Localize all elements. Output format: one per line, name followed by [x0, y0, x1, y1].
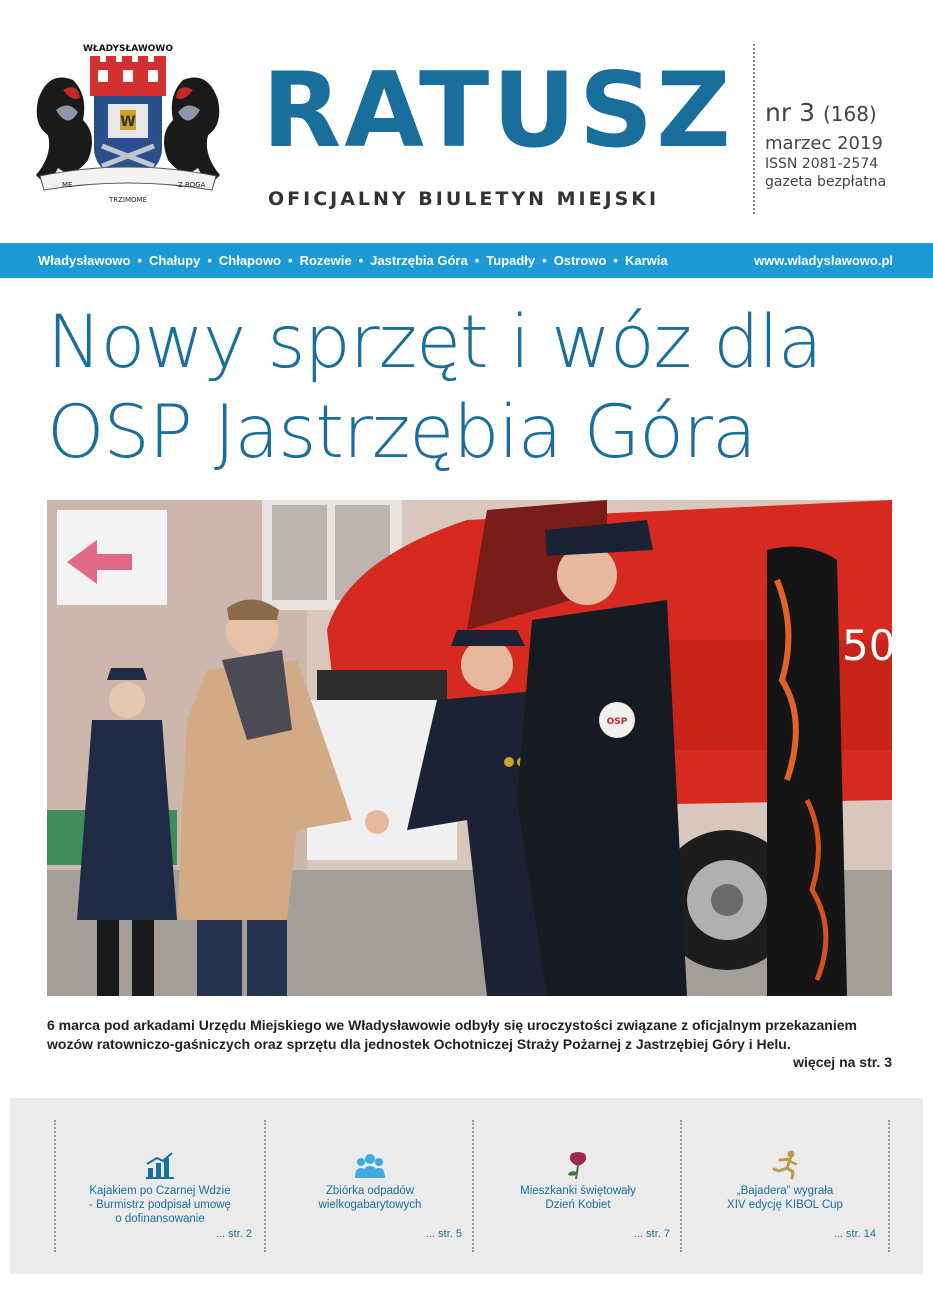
town-item: • Tupadły: [468, 253, 535, 268]
issn: ISSN 2081-2574: [765, 156, 879, 172]
issue-running-number: (168): [822, 102, 877, 126]
teaser-title-line: Kajakiem po Czarnej Wdzie: [89, 1185, 231, 1197]
teaser-title: [64, 1184, 256, 1226]
teaser-title-line: wielkogabarytowych: [318, 1199, 422, 1211]
teaser-title: [274, 1184, 466, 1212]
teaser-item[interactable]: [264, 1120, 474, 1252]
truck-number: 509: [842, 621, 923, 670]
issue-info: [765, 98, 925, 190]
headline: [47, 298, 917, 478]
caption-line-1: 6 marca pod arkadami Urzędu Miejskiego we Władysławowie odbyły się uroczystości związane z oficjalnym przekazaniem: [47, 1017, 857, 1033]
svg-text:W: W: [120, 114, 136, 130]
teaser-title: [482, 1184, 674, 1212]
teaser-page: ... str. 14: [833, 1228, 876, 1240]
teaser-title: [690, 1184, 880, 1212]
town-item: • Rozewie: [281, 253, 352, 268]
main-photo: [47, 500, 923, 996]
photo-caption: [47, 1016, 892, 1054]
crest-motto-1: ME: [62, 181, 73, 189]
people-icon: [355, 1150, 385, 1180]
town-item: • Ostrowo: [535, 253, 606, 268]
newspaper-title: RATUSZ: [262, 51, 734, 171]
teaser-page: ... str. 5: [425, 1228, 462, 1240]
teaser-title-line: - Burmistrz podpisał umowę: [89, 1199, 231, 1211]
crest-town-label: WŁADYSŁAWOWO: [83, 44, 173, 54]
crest-motto-3: Z BOGA: [178, 181, 206, 189]
osp-badge: OSP: [606, 717, 628, 727]
teaser-item[interactable]: [680, 1120, 890, 1252]
towns-bar: [0, 243, 933, 278]
crest-motto-2: TRZIMOMÉ: [108, 196, 148, 204]
teaser-title-line: Dzień Kobiet: [545, 1199, 611, 1211]
ceremony-photo: [47, 500, 923, 996]
crest-icon: [28, 40, 228, 212]
town-item: Władysławowo: [38, 253, 131, 268]
more-link[interactable]: więcej na str. 3: [793, 1054, 892, 1070]
teaser-title-line: Mieszkanki świętowały: [520, 1185, 636, 1197]
teaser-title-line: Zbiórka odpadów: [325, 1185, 415, 1197]
chart-icon: [145, 1150, 175, 1180]
issue-number: [765, 98, 925, 129]
teaser-page: ... str. 2: [215, 1228, 252, 1240]
headline-line-1: Nowy sprzęt i wóz dla: [47, 300, 822, 385]
teaser-title-line: XIV edycję KIBOL Cup: [727, 1199, 843, 1211]
teasers-strip: [10, 1098, 923, 1274]
newspaper-subtitle: OFICJALNY BIULETYN MIEJSKI: [268, 188, 660, 210]
teaser-title-line: „Bajadera” wygrała: [736, 1185, 834, 1197]
town-item: • Chłapowo: [200, 253, 281, 268]
headline-line-2: OSP Jastrzębia Góra: [47, 390, 756, 475]
town-item: • Chałupy: [130, 253, 200, 268]
teaser-title-line: o dofinansowanie: [115, 1213, 205, 1225]
town-crest: [28, 40, 228, 212]
issue-nr: nr 3: [765, 98, 815, 127]
free-label: gazeta bezpłatna: [765, 174, 887, 190]
teaser-item[interactable]: [472, 1120, 682, 1252]
issue-date: marzec 2019: [765, 133, 883, 154]
teaser-item[interactable]: [54, 1120, 264, 1252]
website-link[interactable]: www.wladyslawowo.pl: [754, 253, 893, 268]
town-item: • Jastrzębia Góra: [352, 253, 468, 268]
flower-icon: [563, 1150, 593, 1180]
teaser-page: ... str. 7: [633, 1228, 670, 1240]
runner-icon: [770, 1150, 800, 1180]
towns-list: [38, 253, 668, 268]
caption-line-2: wozów ratowniczo-gaśniczych oraz sprzętu dla jednostek Ochotniczej Straży Pożarnej z Jastrzębiej Góry i Helu.: [47, 1036, 791, 1052]
masthead-divider: [753, 44, 755, 214]
town-item: • Karwia: [606, 253, 667, 268]
